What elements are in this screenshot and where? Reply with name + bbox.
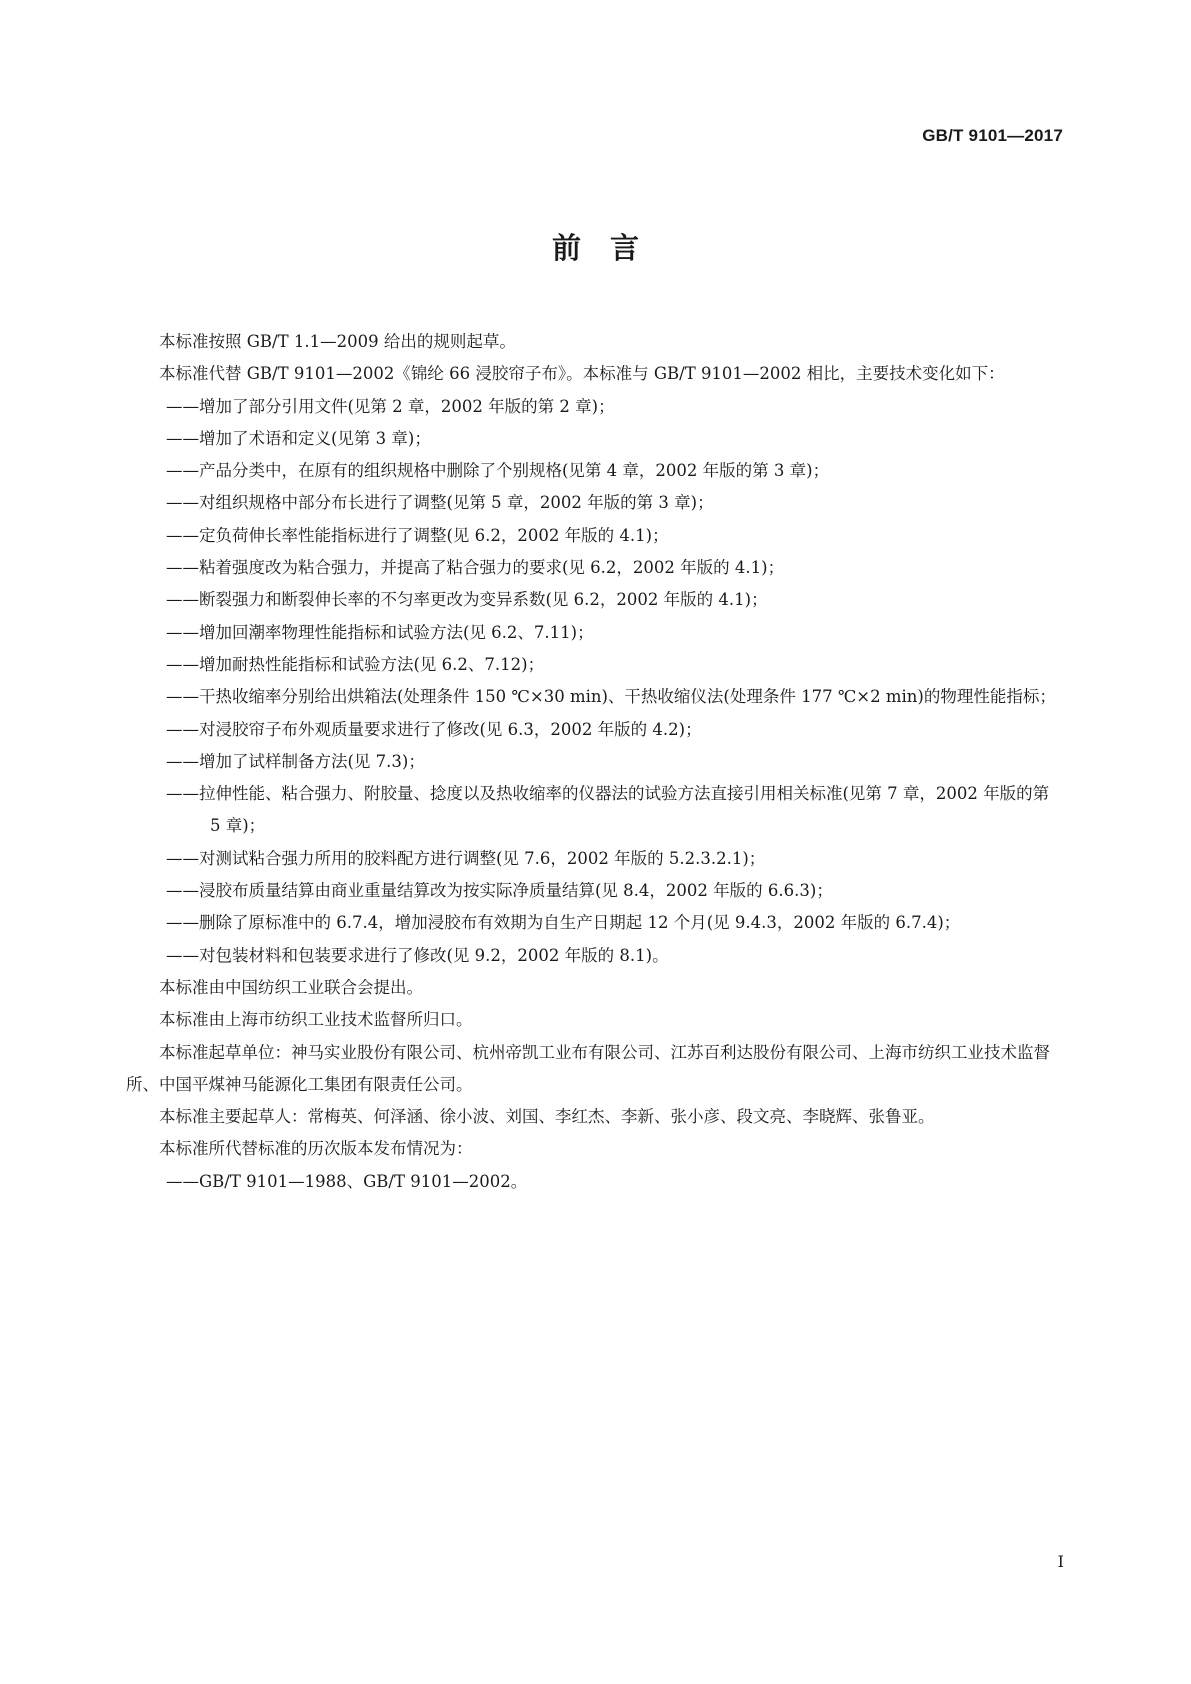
list-item: ——增加了部分引用文件(见第 2 章，2002 年版的第 2 章)； xyxy=(166,396,615,416)
changes-list xyxy=(126,391,1059,972)
list-item: ——定负荷伸长率性能指标进行了调整(见 6.2，2002 年版的 4.1)； xyxy=(166,525,669,545)
history-item: ——GB/T 9101—1988、GB/T 9101—2002。 xyxy=(166,1171,528,1191)
list-item: ——对测试粘合强力所用的胶料配方进行调整(见 7.6，2002 年版的 5.2.3.2.1)； xyxy=(166,848,766,868)
list-item: ——对包装材料和包装要求进行了修改(见 9.2，2002 年版的 8.1)。 xyxy=(166,945,669,965)
list-item: ——断裂强力和断裂伸长率的不匀率更改为变异系数(见 6.2，2002 年版的 4.1)； xyxy=(166,590,768,610)
list-item: ——删除了原标准中的 6.7.4，增加浸胶布有效期为自生产日期起 12 个月(见 9.4.3，2002 年版的 6.7.4)； xyxy=(166,913,961,933)
list-item: ——增加回潮率物理性能指标和试验方法(见 6.2、7.11)； xyxy=(166,622,594,642)
intro-paragraph: 本标准代替 GB/T 9101—2002《锦纶 66 浸胶帘子布》。本标准与 GB/T 9101—2002 相比，主要技术变化如下： xyxy=(159,364,1005,384)
list-item: ——产品分类中，在原有的组织规格中删除了个别规格(见第 4 章，2002 年版的第 3 章)； xyxy=(166,461,830,481)
foreword-body xyxy=(126,326,1059,1198)
closing-paragraph: 本标准由上海市纺织工业技术监督所归口。 xyxy=(159,1010,473,1030)
standard-number: GB/T 9101—2017 xyxy=(922,126,1063,145)
list-item: ——拉伸性能、粘合强力、附胶量、捻度以及热收缩率的仪器法的试验方法直接引用相关标准(见第 7 章，2002 年版的第 5 章)； xyxy=(166,784,1050,836)
page-number: I xyxy=(1057,1552,1064,1571)
list-item: ——粘着强度改为粘合强力，并提高了粘合强力的要求(见 6.2，2002 年版的 4.1)； xyxy=(166,558,785,578)
list-item: ——增加了术语和定义(见第 3 章)； xyxy=(166,428,431,448)
drafters: 本标准主要起草人：常梅英、何泽涵、徐小波、刘国、李红杰、李新、张小彦、段文亮、李晓辉、张鲁亚。 xyxy=(159,1107,935,1127)
list-item: ——干热收缩率分别给出烘箱法(处理条件 150 ℃×30 min)、干热收缩仪法(处理条件 177 ℃×2 min)的物理性能指标； xyxy=(166,687,1056,707)
list-item: ——增加了试样制备方法(见 7.3)； xyxy=(166,751,425,771)
list-item: ——增加耐热性能指标和试验方法(见 6.2、7.12)； xyxy=(166,654,545,674)
intro-paragraph: 本标准按照 GB/T 1.1—2009 给出的规则起草。 xyxy=(159,332,516,351)
list-item: ——对浸胶帘子布外观质量要求进行了修改(见 6.3，2002 年版的 4.2)； xyxy=(166,719,702,739)
closing-paragraph: 本标准所代替标准的历次版本发布情况为： xyxy=(159,1139,473,1159)
list-item: ——浸胶布质量结算由商业重量结算改为按实际净质量结算(见 8.4，2002 年版的 6.6.3)； xyxy=(166,881,833,901)
page-title: 前 言 xyxy=(551,231,639,265)
list-item: ——对组织规格中部分布长进行了调整(见第 5 章，2002 年版的第 3 章)； xyxy=(166,493,714,513)
closing-paragraph: 本标准由中国纺织工业联合会提出。 xyxy=(159,977,423,997)
drafting-units: 本标准起草单位：神马实业股份有限公司、杭州帝凯工业布有限公司、江苏百利达股份有限公司、上海市纺织工业技术监督所、中国平煤神马能源化工集团有限责任公司。 xyxy=(126,1042,1050,1094)
